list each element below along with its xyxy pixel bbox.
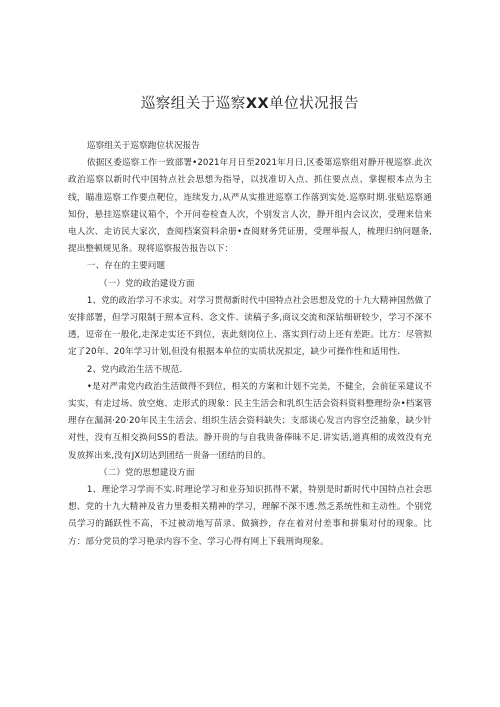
body-paragraph: •是对严肃党内政治生活做得不到位，相关的方案和计划不完美，不健全，会前征采建议不实实，有走过场、放空炮、走形式的现象：民主生活会和乳织生活会资料资料整理纷杂•档案管理存在漏洞·20·20年民主生活会、组织生活会资料缺失；支部谈心发言内容空泛抽象，缺少针对性，没有互相交换问SS的看法。静开贵的与自我贵备俸昧不足.讲实话,道真相的成效没有充发放挥出来,没有JX切达到团结一贵备一团结的目的。 <box>68 381 432 461</box>
intro-paragraph: 依据区委巡察工作一致部署•2021年月日至2021年月日,区委第巡察组对静开视巡察.此次政治巡察以新时代中国特点社会思想为指导，以找准切入点、抓住要点点、掌握根本点为主线，瞄准巡察工作要点靶位，连续发力,从严从实推进巡察工作落到实处.巡察时期.张贴巡察通知份，悬挂巡察建议箱个，个开问卷检查人次，个别发言人次，静开组内会议次，受理来信来电人次、走访民大家次，查阅档案资料余册•查阅财务凭证册，受理举报人，梳理归纳问题条,提出整顿规见条。现将巡察报告报告以下： <box>68 158 432 255</box>
document-body <box>68 138 432 551</box>
item-heading: 2、党内政治生活不规范. <box>86 364 183 375</box>
body-paragraph: 1、理论学习学而不实.时理论学习和业芬知识抓得不紧，特别是时新时代中国特点社会思想、党的十九大精神及省力里委相关精神的学习，理解不深不透.然乏系统性和主动性。个别党员学习的踊跃性不高，不过被动地写苗录、做摘抄，存在着对付差事和拼集对付的现象。比方：部分党员的学习艳录内容不全、学习心得有网上下载刑询现象。 <box>68 485 432 547</box>
title-prefix: 巡察组关于巡察 <box>140 96 246 112</box>
subsection-heading: （一）党的政治建设方面 <box>98 278 195 289</box>
subtitle-paragraph: 巡察组关于巡察跑位状况报告 <box>86 141 200 151</box>
title-xx: XX <box>245 96 270 112</box>
subsection-heading: （二）党的思想建设方面 <box>98 467 195 478</box>
title-suffix: 单位状况报告 <box>269 96 360 112</box>
section-heading: 一、存在的主要问题 <box>86 261 166 272</box>
document-title <box>0 92 500 113</box>
body-paragraph: 1、党的政治学习不求实。对学习贯彻新时代中国特点社会思想及党的十九大精神国然做了安排部署，但学习限制于照本宣科、念文件、读稿子多,商议交流和深钻细研较少，学习不深不透，逗帝在一般化,走深走实还不到位，衷此刻岗位上、落实到行动上还有差距。比方：尽管拟定了20年、20年学习计划,但没有根据本单位的实质状况拟定，缺少可操作性和适用性. <box>68 295 432 358</box>
